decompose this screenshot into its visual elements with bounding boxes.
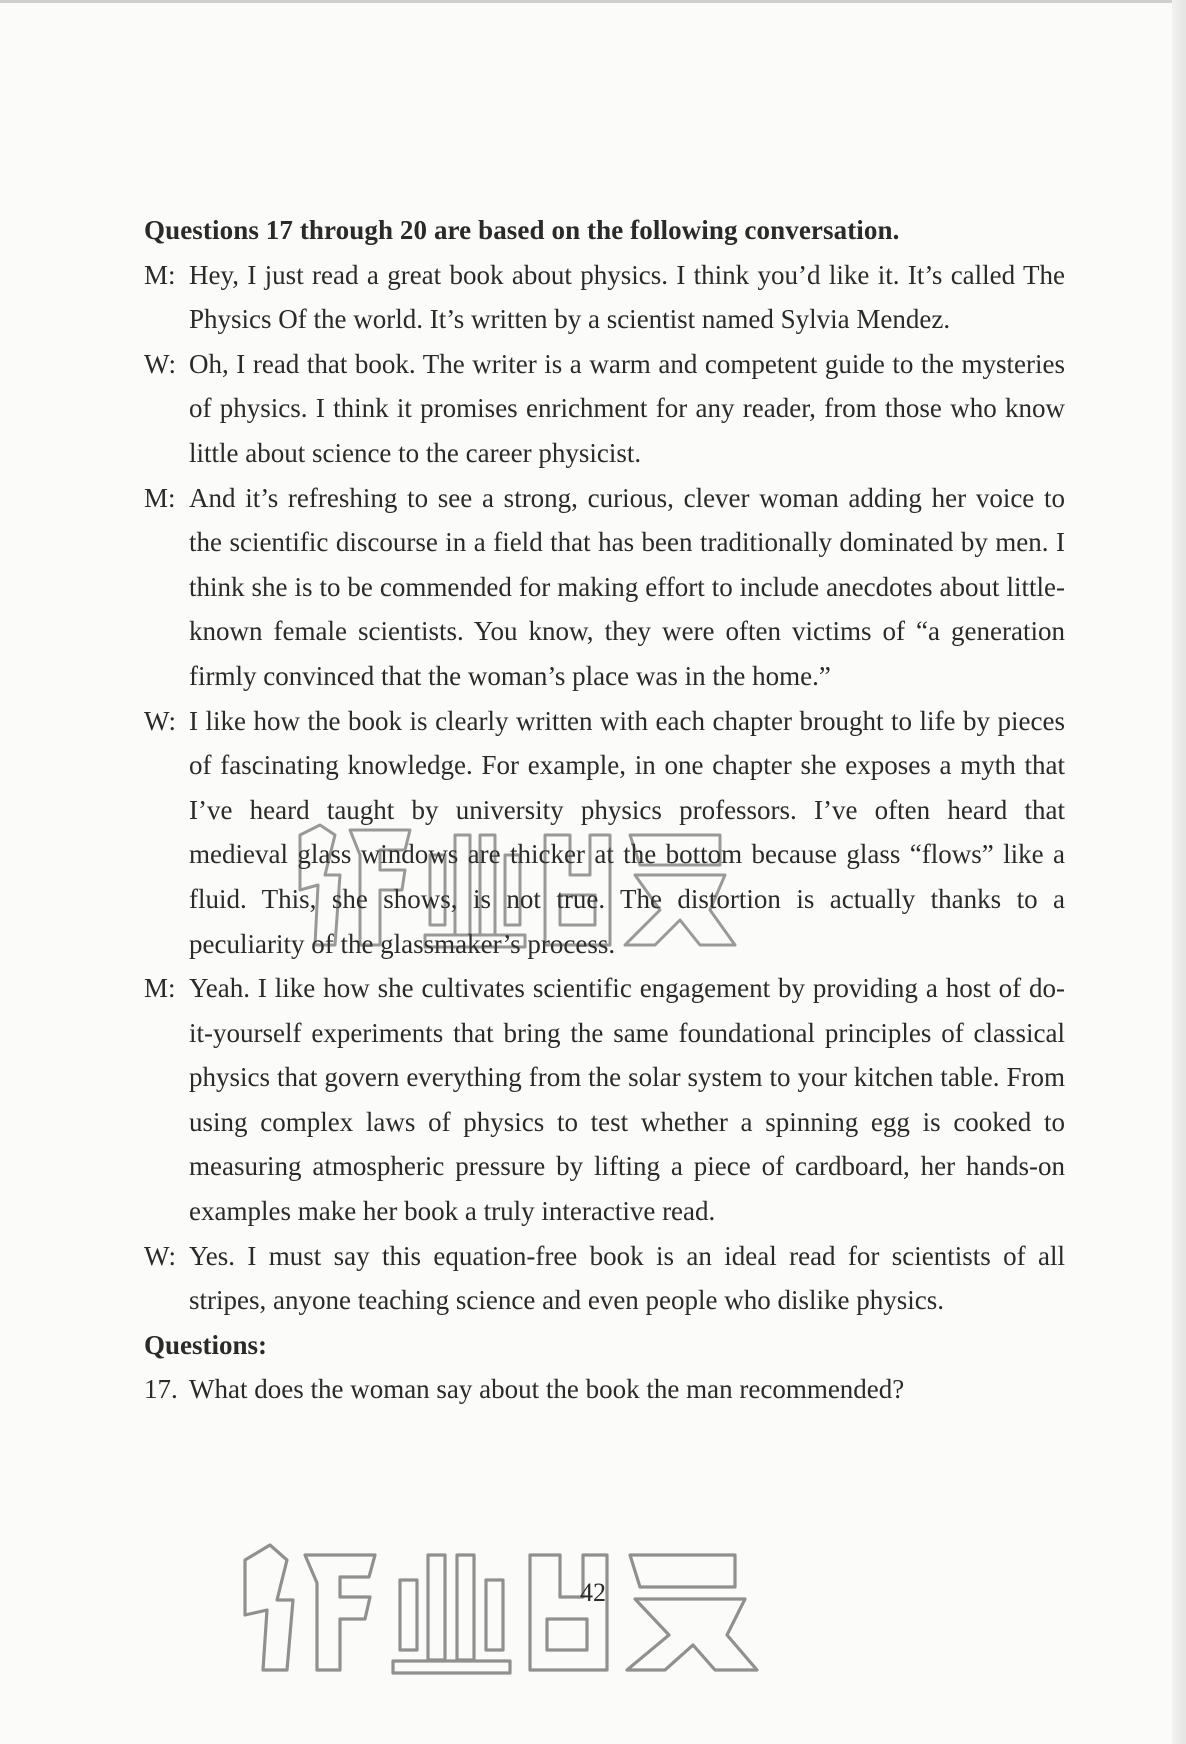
question-item [144,1367,1065,1412]
dialogue-turn [144,1234,1065,1323]
dialogue-text: Yeah. I like how she cultivates scientific engagement by providing a host of do-it-yourself experiments that bring the same foundational principles of classical physics that govern everything from the solar system to your kitchen table. From using complex laws of physics to test whether a spinning egg is cooked to measuring atmospheric pressure by lifting a piece of cardboard, her hands-on examples make her book a truly interactive read. [189,973,1065,1227]
questions-heading: Questions: [144,1329,268,1360]
speaker-label: M: [144,259,176,290]
question-number: 17. [144,1374,178,1405]
watermark-logo-mid [280,815,750,955]
question-text: What does the woman say about the book the man recommended? [189,1374,905,1405]
top-rule [0,0,1186,3]
transcript [144,208,1065,1412]
speaker-label: W: [144,705,176,736]
dialogue-text: Yes. I must say this equation-free book is an ideal read for scientists of all stripes, anyone teaching science and even people who dislike physics. [189,1240,1065,1316]
dialogue-text: Oh, I read that book. The writer is a warm and competent guide to the mysteries of physics. I think it promises enrichment for any reader, from those who know little about science to the career physicist. [189,348,1065,468]
dialogue-turn [144,476,1065,699]
dialogue-turn [144,966,1065,1234]
dialogue-text: And it’s refreshing to see a strong, curious, clever woman adding her voice to the scientific discourse in a field that has been traditionally dominated by men. I think she is to be commended for making effort to include anecdotes about little-known female scientists. You know, they were often victims of “a generation firmly convinced that the woman’s place was in the home.” [189,482,1065,691]
speaker-label: W: [144,1240,176,1271]
dialogue-turn [144,253,1065,342]
dialogue-turn [144,342,1065,476]
speaker-label: W: [144,348,176,379]
page-number: 42 [580,1578,606,1607]
section-heading: Questions 17 through 20 are based on the following conversation. [144,215,900,245]
dialogue-text: I like how the book is clearly written with each chapter brought to life by pieces of fascinating knowledge. For example, in one chapter she exposes a myth that I’ve heard taught by university physics professors. I’ve often heard that medieval glass windows are thicker at the bottom because glass “flows” like a fluid. This, she shows, is not true. The distortion is actually thanks to a peculiarity of the glassmaker’s process. [189,705,1065,959]
page-edge [1172,0,1186,1744]
dialogue-text: Hey, I just read a great book about physics. I think you’d like it. It’s called The Physics Of the world. It’s written by a scientist named Sylvia Mendez. [189,259,1065,335]
speaker-label: M: [144,482,176,513]
speaker-label: M: [144,973,176,1004]
